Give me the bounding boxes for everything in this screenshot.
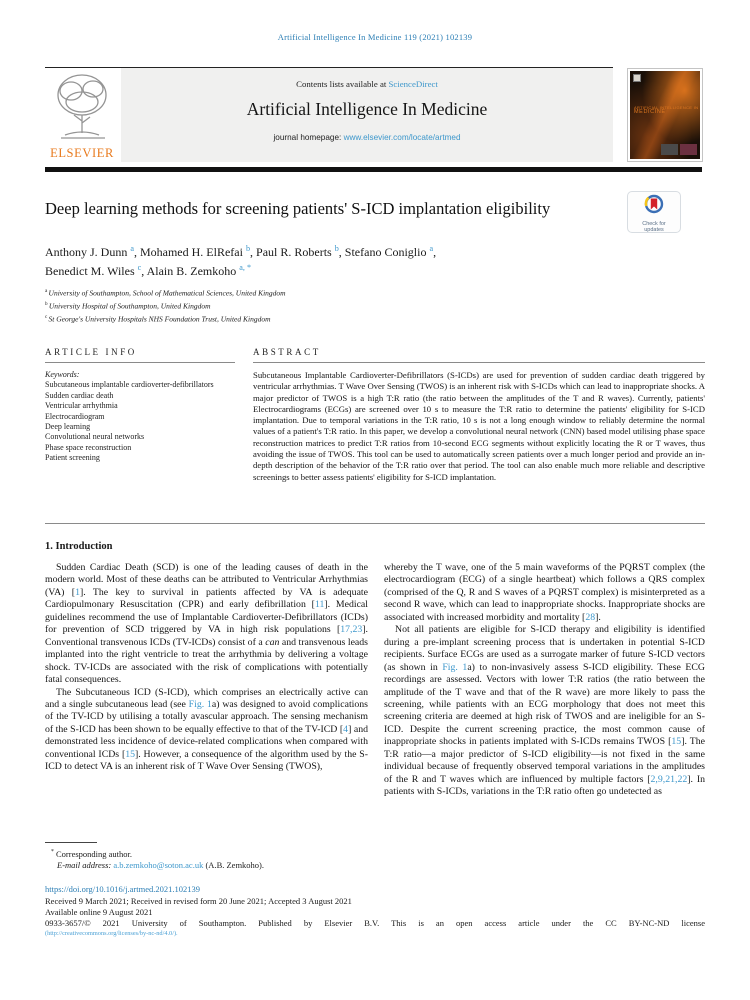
journal-masthead bbox=[45, 67, 705, 173]
keyword-item: Convolutional neural networks bbox=[45, 432, 145, 442]
keywords-section bbox=[45, 370, 235, 464]
cover-publisher-mark-icon bbox=[633, 74, 641, 82]
journal-cover-thumbnail[interactable] bbox=[627, 68, 703, 162]
keyword-item: Electrocardiogram bbox=[45, 411, 105, 421]
text-segment: * bbox=[51, 849, 54, 855]
check-badge-line2: updates bbox=[644, 227, 664, 233]
intro-paragraph-3 bbox=[384, 562, 705, 624]
text-segment: and transvenous leads implanted into the right ventricle to treat the arrhythmia by delivering a voltage shock. TV-ICDs are associated with the risk of complications with potentially fatal consequences. bbox=[45, 636, 368, 686]
body-column-right bbox=[384, 562, 705, 799]
inline-link[interactable]: 2,9,21,22 bbox=[650, 773, 688, 785]
text-segment: ]. The key to survival in patients affected by VA is adequate Cardiopulmonary Resuscitation (CPR) and early defibrillation [ bbox=[45, 586, 368, 611]
inline-link[interactable]: Fig. 1 bbox=[188, 698, 212, 710]
keywords-list bbox=[45, 380, 235, 463]
inline-link[interactable]: 17,23 bbox=[340, 624, 363, 636]
text-segment: University Hospital of Southampton, United Kingdom bbox=[48, 301, 211, 311]
journal-homepage-line bbox=[121, 133, 613, 142]
journal-title: Artificial Intelligence In Medicine bbox=[246, 99, 488, 119]
keyword-item: Patient screening bbox=[45, 453, 100, 463]
inline-link[interactable]: 15 bbox=[671, 736, 682, 748]
corresponding-author-footnote bbox=[45, 842, 445, 872]
inline-link[interactable]: a bbox=[130, 244, 134, 253]
text-segment: ]. However, a consequence of the algorithm used by the S-ICD to detect VA is an inherent risk of T Wave Over Sensing (TWOS), bbox=[45, 748, 368, 773]
text-segment: ]. Medical guidelines recommend the use of Implantable Cardioverter-Defibrillators (ICDs) for prevention of SCD triggered by VA in high risk populations [ bbox=[45, 599, 368, 636]
text-segment: ] and demonstrated less incidence of device-related complications when compared with conventional ICDs [ bbox=[45, 723, 368, 760]
inline-link[interactable]: 15 bbox=[125, 748, 135, 760]
inline-link[interactable]: a, * bbox=[239, 263, 252, 272]
text-segment: can bbox=[265, 636, 280, 648]
text-segment: a) was designed to avoid complications of the TV-ICD by utilising a totally avascular approach. The sensing mechanism of the S-ICD has been shown to be equally effective to that of the TV-ICD [ bbox=[45, 698, 368, 735]
affiliations bbox=[45, 286, 645, 324]
cover-thumb-2 bbox=[680, 144, 697, 155]
section-heading-introduction: 1. Introduction bbox=[45, 541, 113, 552]
text-segment: ]. bbox=[595, 611, 601, 623]
cover-title-line2: MEDICINE bbox=[634, 109, 666, 115]
text-segment: ]. Conventional transvenous ICDs (TV-ICDs) consist of a bbox=[45, 624, 368, 648]
intro-paragraph-2 bbox=[45, 687, 368, 774]
article-info-rule bbox=[45, 362, 235, 363]
author-line-1 bbox=[45, 241, 645, 260]
affiliation-b bbox=[45, 299, 645, 312]
text-segment: , Paul R. Roberts bbox=[250, 245, 335, 259]
inline-link[interactable]: b bbox=[245, 244, 251, 253]
footnote-rule bbox=[45, 842, 97, 843]
check-for-updates-icon bbox=[642, 194, 666, 216]
check-for-updates-badge[interactable] bbox=[627, 191, 681, 233]
text-segment: (A.B. Zemkoho). bbox=[203, 860, 265, 871]
text-segment: University of Southampton, School of Mathematical Sciences, United Kingdom bbox=[48, 288, 286, 298]
cover-figure-thumbnails bbox=[661, 144, 697, 155]
cc-license-link[interactable]: (http://creativecommons.org/licenses/by-nc-nd/4.0/). bbox=[45, 930, 178, 937]
text-segment: ]. The T:R ratio—a major predictor of S-ICD eligibility—is not fixed in the same individual because of frequently observed temporal variations in the amplitudes of the R and T waves which are influenced by multiple factors [ bbox=[384, 736, 706, 785]
info-block-bottom-rule bbox=[45, 523, 705, 524]
inline-link[interactable]: Fig. 1 bbox=[442, 661, 468, 673]
article-info-abstract-block bbox=[45, 347, 705, 525]
keyword-item: Phase space reconstruction bbox=[45, 442, 132, 452]
abstract-text: Subcutaneous Implantable Cardioverter-Defibrillators (S-ICDs) are used for prevention of sudden cardiac death triggered by ventricular arrhythmias. T Wave Over Sensing (TWOS) is an inherent risk with S-ICDs which can lead to inappropriate shocks. A major predictor of TWOS is a high T:R ratio (the ratio between the amplitudes of the T and R waves). Currently, patients' Electrocardiograms (ECGs) are screened over 10 s to measure the T:R ratio to determine the patients' eligibility for S-ICD implantation. Due to temporal variations in the T:R ratio, 10 s is not a long enough window to reliably determine the normal values of a patient's T:R ratio. In this paper, we develop a convolutional neural network (CNN) based model utilising phase space reconstruction matrices to predict T:R ratios from 10-second ECG segments without explicitly locating the R or T waves, thus avoiding the issue of TWOS. This tool can be used to automatically screen patients over a much longer period and provide an in-depth description of the behavior of the T:R ratio over that period. The tool can also enable much more reliable and descriptive screenings to better assess patients' eligibility for S-ICD implantation. bbox=[253, 370, 705, 482]
contents-lists-line bbox=[121, 79, 613, 89]
inline-link[interactable]: 1 bbox=[75, 586, 80, 598]
cover-thumb-1 bbox=[661, 144, 678, 155]
text-segment: a) to non-invasively assess S-ICD eligibility. These ECG recordings are assessed. Vectors with lower T:R ratios (the ratio between the amplitude of the T wave and that of the R wave) are more likely to pass the screening, while patients with an ECG morphology that does not meet this screening criteria are deemed at high risk of TWOS and are ineligible for an S-ICD. Despite the current screening practice, the most common cause of inappropriate shocks in patients implated with S-ICDs remains TWOS [ bbox=[384, 661, 705, 748]
received-dates-line: Received 9 March 2021; Received in revised form 20 June 2021; Accepted 3 August 2021 bbox=[45, 896, 352, 906]
author-line-2 bbox=[45, 260, 645, 279]
keyword-item: Deep learning bbox=[45, 422, 91, 432]
text-segment: c bbox=[45, 313, 49, 320]
article-info-column bbox=[45, 347, 235, 464]
article-title: Deep learning methods for screening patients' S-ICD implantation eligibility bbox=[45, 199, 551, 218]
elsevier-wordmark: ELSEVIER bbox=[50, 146, 114, 160]
contents-lists-text: Contents lists available at bbox=[296, 79, 389, 89]
email-line bbox=[45, 860, 445, 872]
sciencedirect-link[interactable]: ScienceDirect bbox=[388, 79, 438, 89]
text-segment: , Alain B. Zemkoho bbox=[141, 264, 240, 278]
running-head-citation: Artificial Intelligence In Medicine 119 (2021) 102139 bbox=[277, 32, 473, 42]
abstract-header: ABSTRACT bbox=[253, 347, 321, 357]
abstract-rule bbox=[253, 362, 705, 363]
text-segment: , bbox=[433, 245, 437, 259]
cover-title bbox=[634, 105, 698, 115]
affiliation-a bbox=[45, 286, 645, 299]
text-segment: ]. In patients with S-ICDs, variations in the T:R ratio often go undetected as bbox=[384, 773, 705, 798]
available-online-line: Available online 9 August 2021 bbox=[45, 907, 153, 917]
abstract-column bbox=[253, 347, 705, 483]
text-segment: Benedict M. Wiles bbox=[45, 264, 138, 278]
inline-link[interactable]: 4 bbox=[343, 723, 349, 735]
check-badge-line1: Check for bbox=[642, 221, 666, 227]
article-info-header: ARTICLE INFO bbox=[45, 347, 137, 357]
check-badge-label bbox=[628, 221, 680, 233]
text-segment: E-mail address: bbox=[57, 860, 112, 871]
intro-paragraph-1 bbox=[45, 562, 368, 687]
cover-title-line1: ARTIFICIAL INTELLIGENCE IN bbox=[634, 105, 699, 110]
text-segment: , Stefano Coniglio bbox=[338, 245, 430, 259]
inline-link[interactable]: 11 bbox=[314, 599, 325, 611]
text-segment: , Mohamed H. ElRefai bbox=[133, 245, 246, 259]
text-segment: whereby the T wave, one of the 5 main waveforms of the PQRST complex (the electrocardiogram (ECG) of a single heartbeat) which follows a QRS complex (comprised of the Q, R and S waves of a PQRST complex) is misinterpreted as a second R wave, which can lead to inappropriate shocks. Inappropriate shocks are associated with increased morbidity and mortality [ bbox=[384, 562, 705, 623]
body-column-left bbox=[45, 562, 368, 774]
homepage-label: journal homepage: bbox=[273, 133, 344, 142]
inline-link[interactable]: b bbox=[334, 244, 339, 253]
doi-link[interactable]: https://doi.org/10.1016/j.artmed.2021.102139 bbox=[45, 884, 200, 894]
text-segment: a bbox=[45, 288, 49, 294]
text-segment: b bbox=[45, 300, 49, 307]
author-list bbox=[45, 241, 645, 279]
text-segment: Anthony J. Dunn bbox=[45, 245, 131, 259]
masthead-bottom-rule bbox=[45, 167, 702, 172]
elsevier-logo bbox=[45, 69, 119, 165]
keyword-item: Subcutaneous implantable cardioverter-defibrillators bbox=[45, 380, 214, 390]
elsevier-tree-icon bbox=[47, 69, 117, 143]
intro-paragraph-4 bbox=[384, 624, 705, 798]
affiliation-c bbox=[45, 312, 645, 325]
homepage-link[interactable]: www.elsevier.com/locate/artmed bbox=[343, 133, 461, 142]
text-segment: St George's University Hospitals NHS Foundation Trust, United Kingdom bbox=[48, 314, 271, 324]
masthead-gray-panel bbox=[121, 68, 613, 162]
inline-link[interactable]: c bbox=[137, 263, 142, 272]
keyword-item: Sudden cardiac death bbox=[45, 390, 114, 400]
issn-copyright-line: 0933-3657/© 2021 University of Southampton. Published by Elsevier B.V. This is an open access article under the CC BY-NC-ND license bbox=[45, 918, 705, 928]
text-segment: Corresponding author. bbox=[53, 848, 133, 859]
text-segment: Not all patients are eligible for S-ICD therapy and eligibility is identified during a pre-implant screening process that is undertaken in potential S-ICD recipients. Surface ECGs are used as a surrogate marker of future S-ICD vectors (as shown in bbox=[384, 624, 705, 673]
text-segment: The Subcutaneous ICD (S-ICD), which comprises an electrically active can and a single subcutaneous lead (see bbox=[45, 686, 368, 710]
inline-link[interactable]: a.b.zemkoho@soton.ac.uk bbox=[113, 860, 204, 871]
inline-link[interactable]: a bbox=[429, 244, 434, 253]
keyword-item: Ventricular arrhythmia bbox=[45, 401, 118, 411]
text-segment: Sudden Cardiac Death (SCD) is one of the leading causes of death in the modern world. Most of these deaths can be attributed to Ventricular Arrhythmias (VA) [ bbox=[45, 562, 368, 598]
journal-cover-art bbox=[630, 71, 700, 159]
corresponding-author-line bbox=[45, 847, 445, 860]
keywords-label: Keywords: bbox=[45, 370, 80, 379]
inline-link[interactable]: 28 bbox=[585, 611, 596, 623]
